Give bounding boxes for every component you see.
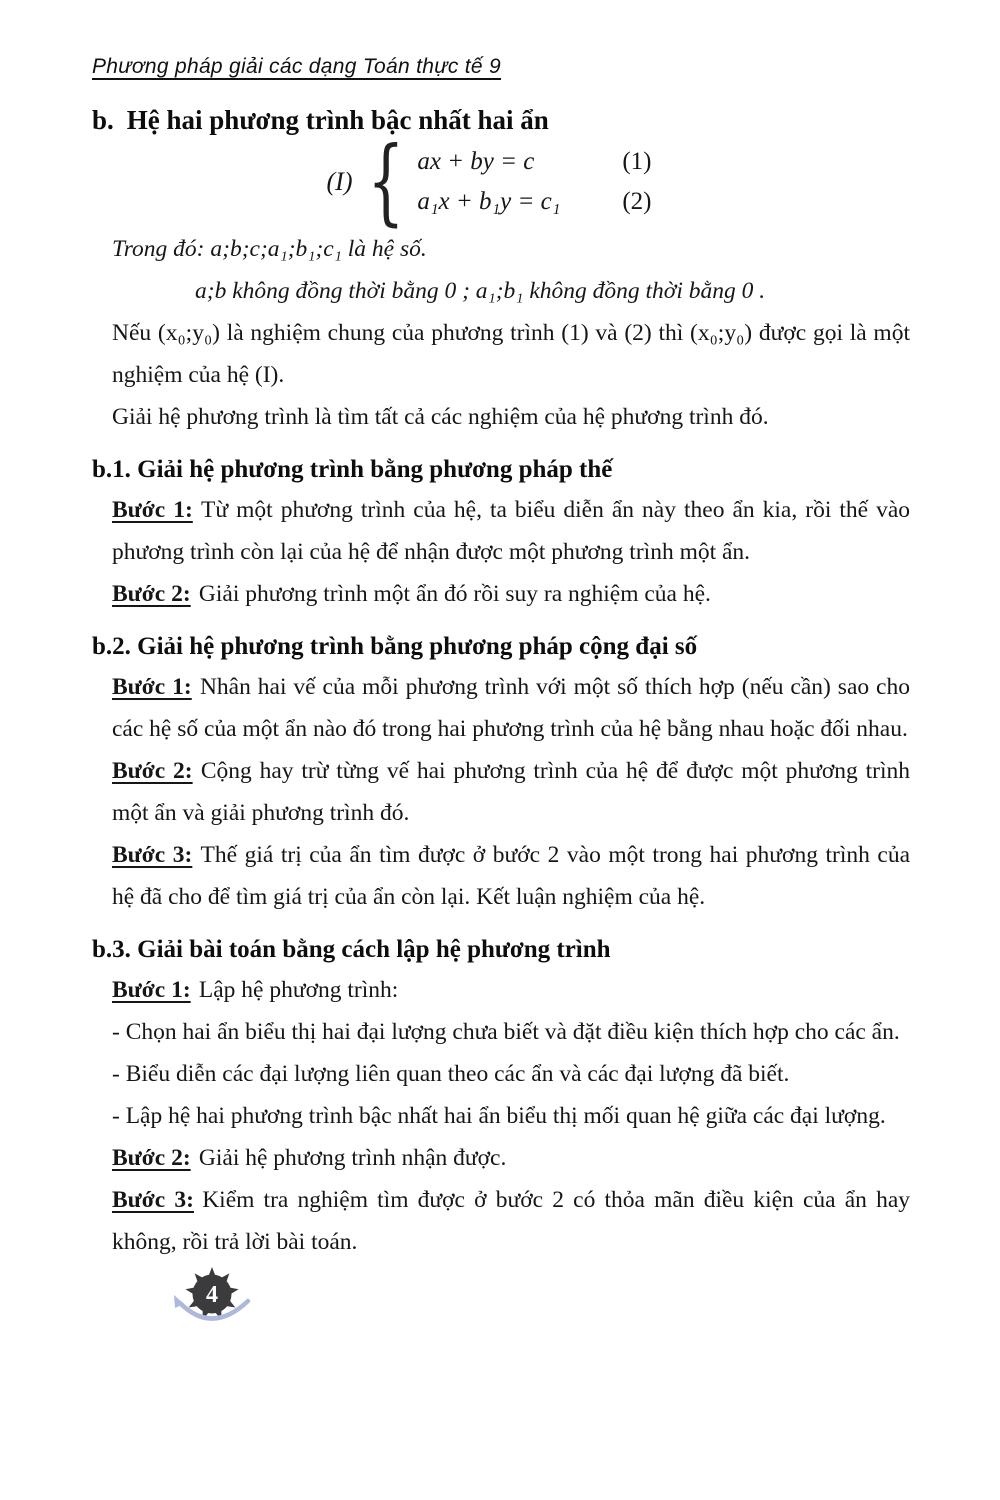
- b3-step-3: [112, 1179, 910, 1263]
- subsection-b3-heading: b.3. Giải bài toán bằng cách lập hệ phương trình: [92, 935, 611, 963]
- running-header: [92, 55, 910, 79]
- equation-2-tag: (2): [622, 188, 652, 216]
- b3-bullet-3: - Lập hệ hai phương trình bậc nhất hai ẩn biểu thị mối quan hệ giữa các đại lượng.: [112, 1102, 886, 1129]
- paragraph-not-both-zero: a;b không đồng thời bằng 0 ; a₁;b₁ không đồng thời bằng 0 .: [195, 277, 766, 304]
- equation-2-expression: a₁x + b₁y = c₁: [417, 188, 561, 216]
- b3-step-2-label: Bước 2:: [112, 1144, 191, 1171]
- b2-step-3-text: Thế giá trị của ẩn tìm được ở bước 2 vào một trong hai phương trình của hệ đã cho để tìm giá trị của ẩn còn lại. Kết luận nghiệm của hệ.: [112, 841, 910, 910]
- system-label: (I): [326, 167, 353, 197]
- b3-step-3-label: Bước 3:: [112, 1186, 194, 1213]
- b2-step-1-text: Nhân hai vế của mỗi phương trình với một số thích hợp (nếu cần) sao cho các hệ số của một ẩn nào đó trong hai phương trình của hệ bằng nhau hoặc đối nhau.: [112, 673, 910, 742]
- page-number: 4: [206, 1281, 218, 1308]
- b3-step-1: [112, 969, 910, 1011]
- b2-step-2-text: Cộng hay trừ từng vế hai phương trình của hệ để được một phương trình một ẩn và giải phương trình đó.: [112, 757, 910, 826]
- b3-step-1-text: Lập hệ phương trình:: [198, 976, 399, 1003]
- b2-step-3-label: Bước 3:: [112, 841, 193, 868]
- paragraph-common-solution: Nếu (x₀;y₀) là nghiệm chung của phương trình (1) và (2) thì (x₀;y₀) được gọi là một nghiệm của hệ (I).: [112, 319, 910, 388]
- running-header-text: Phương pháp giải các dạng Toán thực tế 9: [92, 55, 501, 78]
- equation-rows: [417, 148, 651, 216]
- section-b-label: b.: [92, 105, 114, 135]
- section-b-heading: [92, 105, 910, 136]
- paragraph-coefficients: Trong đó: a;b;c;a₁;b₁;c₁ là hệ số.: [112, 235, 427, 262]
- equation-1-tag: (1): [622, 148, 652, 176]
- b3-bullet-2: - Biểu diễn các đại lượng liên quan theo các ẩn và các đại lượng đã biết.: [112, 1060, 790, 1087]
- b1-step-1: [112, 489, 910, 573]
- b2-step-1: [112, 666, 910, 750]
- b2-step-1-label: Bước 1:: [112, 673, 192, 700]
- b2-step-3: [112, 834, 910, 918]
- b3-step-1-label: Bước 1:: [112, 976, 191, 1003]
- b1-step-1-text: Từ một phương trình của hệ, ta biểu diễn ẩn này theo ẩn kia, rồi thế vào phương trình còn lại của hệ để nhận được một phương trình một ẩn.: [112, 496, 911, 565]
- b1-step-2: [112, 573, 910, 615]
- b1-step-1-label: Bước 1:: [112, 496, 193, 523]
- b3-step-2: [112, 1137, 910, 1179]
- b1-step-2-label: Bước 2:: [112, 580, 191, 607]
- equation-system: [326, 127, 652, 236]
- subsection-b1-heading: b.1. Giải hệ phương trình bằng phương pháp thế: [92, 455, 613, 483]
- paragraph-solve-definition: Giải hệ phương trình là tìm tất cả các nghiệm của hệ phương trình đó.: [112, 403, 769, 430]
- b1-step-2-text: Giải phương trình một ẩn đó rồi suy ra nghiệm của hệ.: [198, 580, 711, 607]
- equation-1-expression: ax + by = c: [417, 148, 535, 176]
- curly-brace: {: [366, 127, 404, 236]
- page-number-badge: [160, 1267, 910, 1338]
- b3-step-2-text: Giải hệ phương trình nhận được.: [198, 1144, 507, 1171]
- page-badge-graphic: [160, 1267, 280, 1333]
- section-b-title: Hệ hai phương trình bậc nhất hai ẩn: [126, 105, 549, 135]
- b2-step-2: [112, 750, 910, 834]
- subsection-b2-heading: b.2. Giải hệ phương trình bằng phương pháp cộng đại số: [92, 632, 698, 660]
- b3-bullet-1: - Chọn hai ẩn biểu thị hai đại lượng chưa biết và đặt điều kiện thích hợp cho các ẩn.: [112, 1018, 900, 1045]
- b2-step-2-label: Bước 2:: [112, 757, 193, 784]
- b3-step-3-text: Kiểm tra nghiệm tìm được ở bước 2 có thỏa mãn điều kiện của ẩn hay không, rồi trả lời bài toán.: [112, 1186, 911, 1255]
